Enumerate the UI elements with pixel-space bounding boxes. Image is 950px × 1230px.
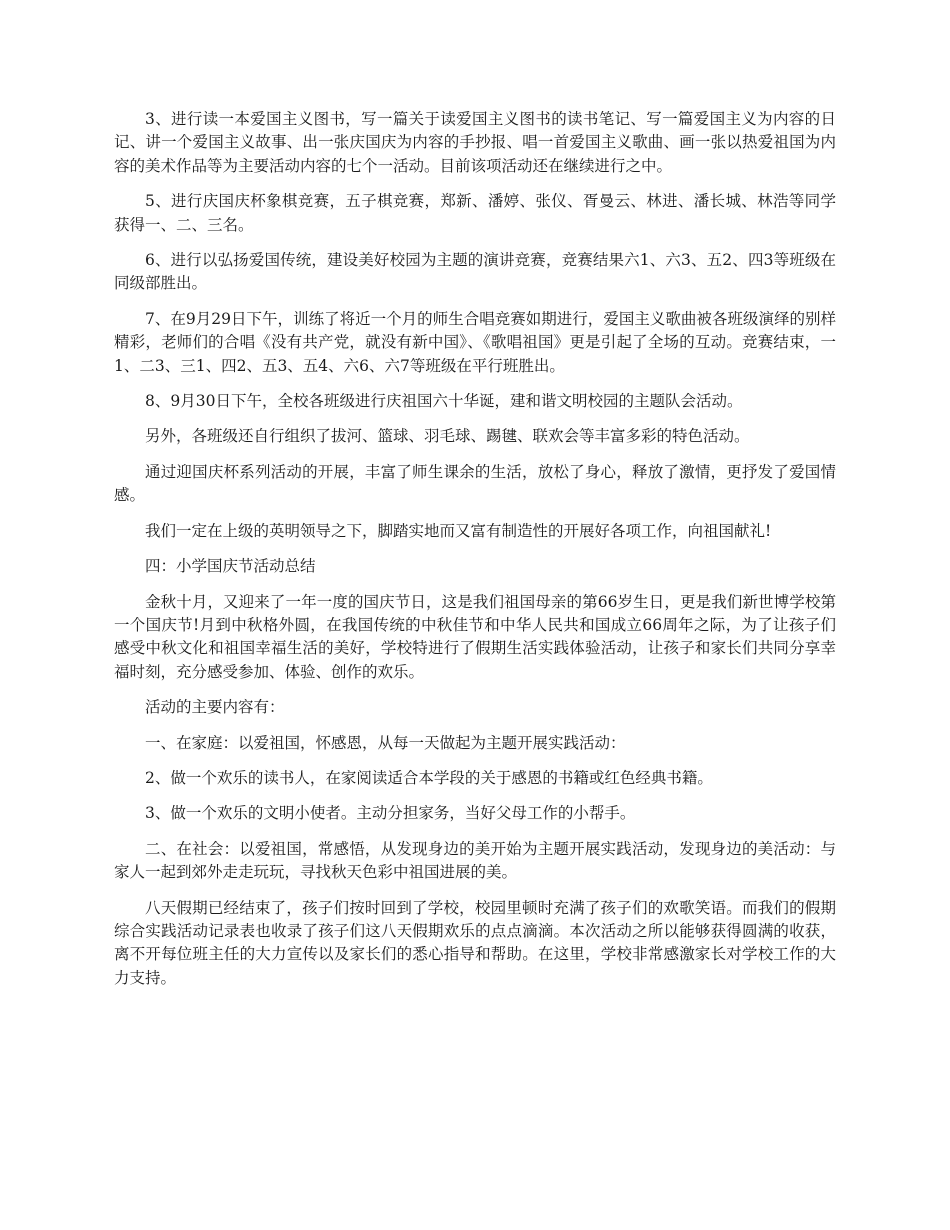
paragraph-conclusion: 八天假期已经结束了，孩子们按时回到了学校，校园里顿时充满了孩子们的欢歌笑语。而我们的假期综合实践活动记录表也收录了孩子们这八天假期欢乐的点点滴滴。本次活动之所以能够获得圆满的收获，离不开每位班主任的大力宣传以及家长们的悉心指导和帮助。在这里，学校非常感激家长对学校工作的大力支持。 (114, 898, 836, 987)
document-body (114, 108, 836, 1002)
paragraph-national-day-intro: 金秋十月，又迎来了一年一度的国庆节日，这是我们祖国母亲的第66岁生日，更是我们新世博学校第一个国庆节!月到中秋格外圆，在我国传统的中秋佳节和中华人民共和国成立66周年之际，为了让孩子们感受中秋文化和祖国幸福生活的美好，学校特进行了假期生活实践体验活动，让孩子和家长们共同分享幸福时刻，充分感受参加、体验、创作的欢乐。 (114, 592, 836, 681)
paragraph-society-activity: 二、在社会：以爱祖国，常感悟，从发现身边的美开始为主题开展实践活动，发现身边的美活动：与家人一起到郊外走走玩玩，寻找秋天色彩中祖国进展的美。 (114, 839, 836, 882)
paragraph-reader-activity: 2、做一个欢乐的读书人，在家阅读适合本学段的关于感恩的书籍或红色经典书籍。 (145, 768, 713, 787)
paragraph-chorus-competition: 7、在9月29日下午，训练了将近一个月的师生合唱竞赛如期进行，爱国主义歌曲被各班级演绎的别样精彩，老师们的合唱《没有共产党，就没有新中国》、《歌唱祖国》更是引起了全场的互动。竞赛结束，一1、二3、三1、四2、五3、五4、六6、六7等班级在平行班胜出。 (114, 309, 836, 375)
paragraph-family-activity: 一、在家庭：以爱祖国，怀感恩，从每一天做起为主题开展实践活动： (145, 733, 626, 752)
paragraph-reading-activities: 3、进行读一本爱国主义图书，写一篇关于读爱国主义图书的读书笔记、写一篇爱国主义为内容的日记、讲一个爱国主义故事、出一张庆国庆为内容的手抄报、唱一首爱国主义歌曲、画一张以热爱祖国为内容的美术作品等为主要活动内容的七个一活动。目前该项活动还在继续进行之中。 (114, 110, 836, 175)
paragraph-civil-envoy: 3、做一个欢乐的文明小使者。主动分担家务，当好父母工作的小帮手。 (145, 804, 636, 823)
paragraph-summary-effect: 通过迎国庆杯系列活动的开展，丰富了师生课余的生活，放松了身心，释放了激情，更抒发了爱国情感。 (114, 462, 836, 505)
paragraph-main-content-label: 活动的主要内容有： (145, 698, 285, 717)
paragraph-pledge: 我们一定在上级的英明领导之下，脚踏实地而又富有制造性的开展好各项工作，向祖国献礼! (145, 521, 772, 540)
paragraph-speech-competition: 6、进行以弘扬爱国传统，建设美好校园为主题的演讲竞赛，竞赛结果六1、六3、五2、四3等班级在同级部胜出。 (114, 251, 836, 293)
section-heading: 四：小学国庆节活动总结 (145, 557, 316, 576)
paragraph-class-activities: 另外，各班级还自行组织了拔河、篮球、羽毛球、踢毽、联欢会等丰富多彩的特色活动。 (145, 427, 750, 446)
paragraph-team-meeting: 8、9月30日下午，全校各班级进行庆祖国六十华诞，建和谐文明校园的主题队会活动。 (145, 392, 743, 411)
paragraph-chess-competition: 5、进行庆国庆杯象棋竞赛，五子棋竞赛，郑新、潘婷、张仪、胥曼云、林进、潘长城、林浩等同学获得一、二、三名。 (114, 192, 836, 234)
